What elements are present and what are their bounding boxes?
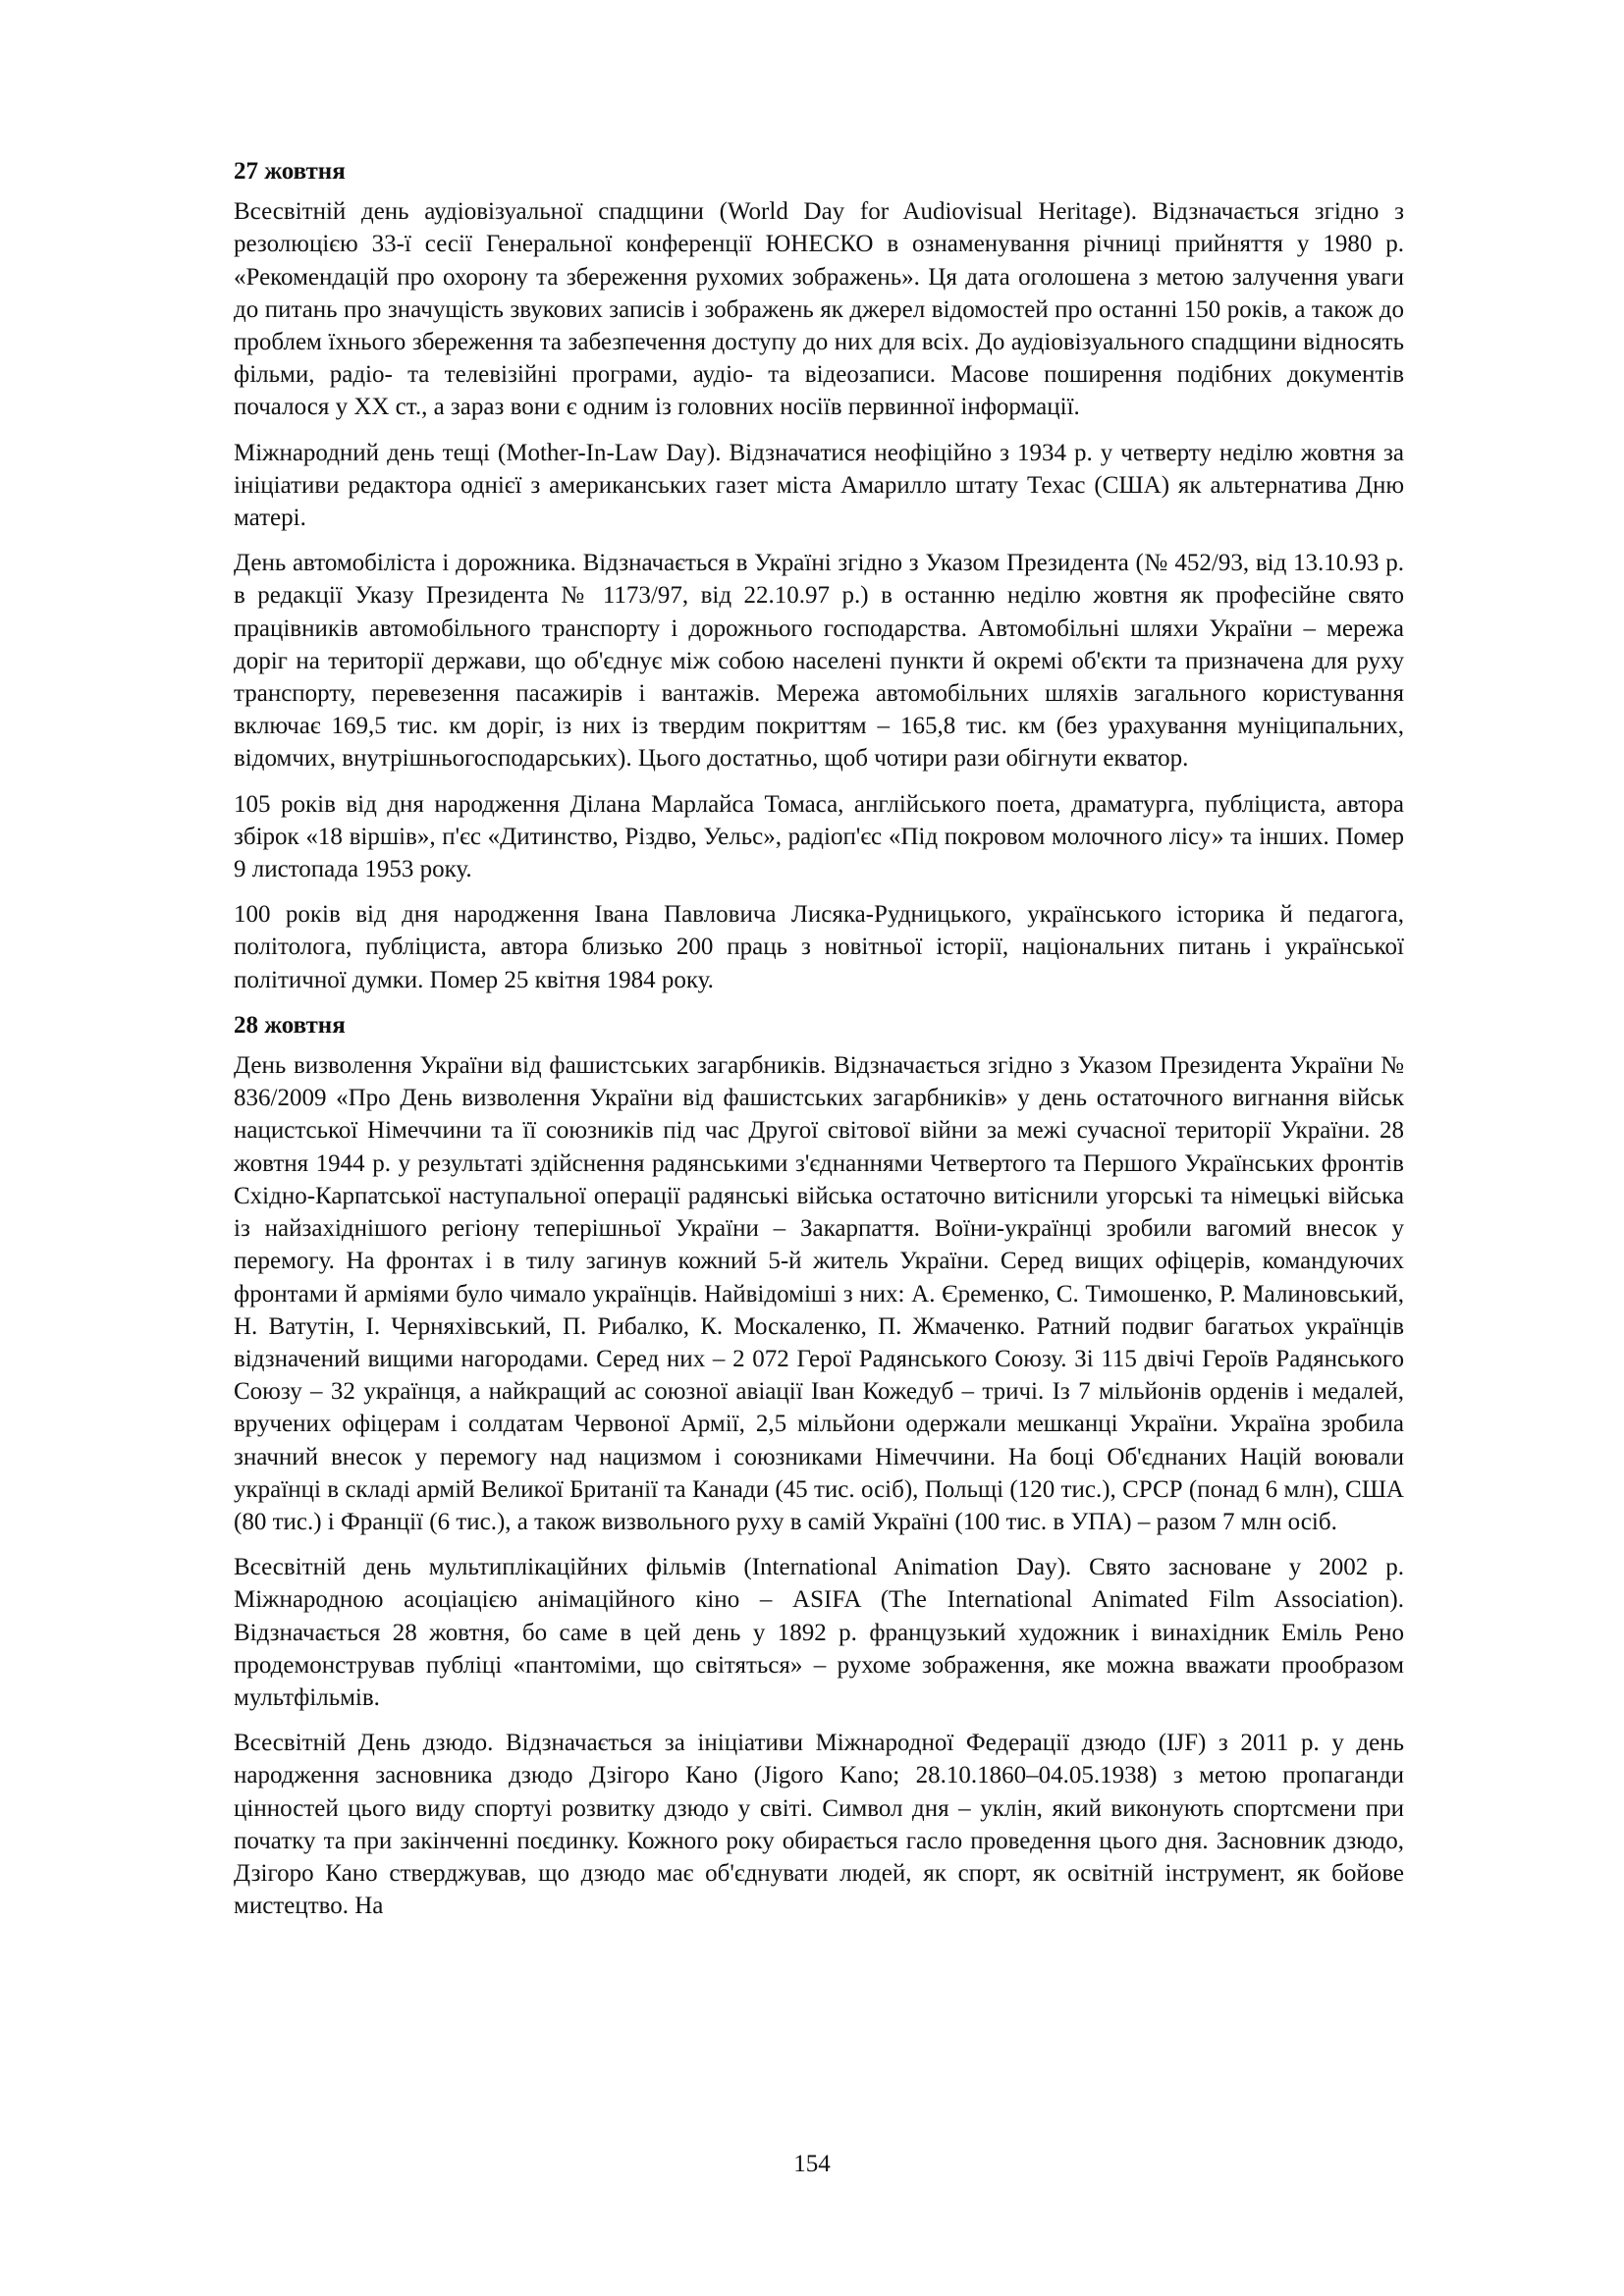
- paragraph: Міжнародний день тещі (Mother-In-Law Day). Відзначатися неофіційно з 1934 р. у четверту неділю жовтня за ініціативи редактора однієї з американських газет міста Амарилло штату Техас (США) як альтернатива Дню матері.: [234, 439, 1404, 532]
- paragraph: День автомобіліста і дорожника. Відзначається в Україні згідно з Указом Президента (№ 452/93, від 13.10.93 р. в редакції Указу Президента № 1173/97, від 22.10.97 р.) в останню неділю жовтня як професійне свято працівників автомобільного транспорту і дорожнього господарства. Автомобільні шляхи України – мережа доріг на території держави, що об'єднує між собою населені пункти й окремі об'єкти та призначена для руху транспорту, перевезення пасажирів і вантажів. Мережа автомобільних шляхів загального користування включає 169,5 тис. км доріг, із них із твердим покриттям – 165,8 тис. км (без урахування муніципальних, відомчих, внутрішньогосподарських). Цього достатньо, щоб чотири рази обігнути екватор.: [234, 550, 1404, 773]
- paragraph: Всесвітній день мультиплікаційних фільмів (International Animation Day). Свято засноване у 2002 р. Міжнародною асоціацією анімаційного кіно – ASIFA (The International Animated Film Association). Відзначається 28 жовтня, бо саме в цей день у 1892 р. французький художник і винахідник Еміль Рено продемонстрував публіці «пантоміми, що світяться» – рухоме зображення, яке можна вважати прообразом мультфільмів.: [234, 1554, 1404, 1711]
- paragraph: 100 років від дня народження Івана Павловича Лисяка-Рудницького, українського історика й педагога, політолога, публіциста, автора близько 200 праць з новітньої історії, національних питань і української політичної думки. Помер 25 квітня 1984 року.: [234, 901, 1404, 993]
- page-number: 154: [793, 2151, 831, 2177]
- section-oct-27: [234, 155, 1404, 996]
- paragraph: Всесвітній день аудіовізуальної спадщини (World Day for Audiovisual Heritage). Відзначається згідно з резолюцією 33-ї сесії Генеральної конференції ЮНЕСКО в ознаменування річниці прийняття у 1980 р. «Рекомендацій про охорону та збереження рухомих зображень». Ця дата оголошена з метою залучення уваги до питань про значущість звукових записів і зображень як джерел відомостей про останні 150 років, а також до проблем їхнього збереження та забезпечення доступу до них для всіх. До аудіовізуального спадщини відносять фільми, радіо- та телевізійні програми, аудіо- та відеозаписи. Масове поширення подібних документів почалося у ХХ ст., а зараз вони є одним із головних носіїв первинної інформації.: [234, 198, 1404, 421]
- paragraph: 105 років від дня народження Ділана Марлайса Томаса, англійського поета, драматурга, публіциста, автора збірок «18 віршів», п'єс «Дитинство, Різдво, Уельс», радіоп'єс «Під покровом молочного лісу» та інших. Помер 9 листопада 1953 року.: [234, 790, 1404, 883]
- section-heading: 27 жовтня: [234, 158, 346, 185]
- paragraph: День визволення України від фашистських загарбників. Відзначається згідно з Указом Президента України № 836/2009 «Про День визволення України від фашистських загарбників» у день остаточного вигнання військ нацистської Німеччини та її союзників під час Другої світової війни за межі сучасної території України. 28 жовтня 1944 р. у результаті здійснення радянськими з'єднаннями Четвертого та Першого Українських фронтів Східно-Карпатської наступальної операції радянські війська остаточно витіснили угорські та німецькі війська із найзахіднішого регіону теперішньої України – Закарпаття. Воїни-українці зробили вагомий внесок у перемогу. На фронтах і в тилу загинув кожний 5-й житель України. Серед вищих офіцерів, командуючих фронтами й арміями було чимало українців. Найвідоміші з них: А. Єременко, С. Тимошенко, Р. Малиновський, Н. Ватутін, І. Черняхівський, П. Рибалко, К. Москаленко, П. Жмаченко. Ратний подвиг багатьох українців відзначений вищими нагородами. Серед них – 2 072 Герої Радянського Союзу. Зі 115 двічі Героїв Радянського Союзу – 32 українця, а найкращий ас союзної авіації Іван Кожедуб – тричі. Із 7 мільйонів орденів і медалей, вручених офіцерам і солдатам Червоної Армії, 2,5 мільйони одержали мешканці України. Україна зробила значний внесок у перемогу над нацизмом і союзниками Німеччини. На боці Об'єднаних Націй воювали українці в складі армій Великої Британії та Канади (45 тис. осіб), Польщі (120 тис.), СРСР (понад 6 млн), США (80 тис.) і Франції (6 тис.), а також визвольного руху в самій Україні (100 тис. в УПА) – разом 7 млн осіб.: [234, 1052, 1404, 1535]
- paragraph: Всесвітній День дзюдо. Відзначається за ініціативи Міжнародної Федерації дзюдо (IJF) з 2011 р. у день народження засновника дзюдо Дзігоро Кано (Jigoro Kano; 28.10.1860–04.05.1938) з метою пропаганди цінностей цього виду спортуі розвитку дзюдо у світі. Символ дня – уклін, який виконують спортсмени при початку та при закінченні поєдинку. Кожного року обирається гасло проведення цього дня. Засновник дзюдо, Дзігоро Кано стверджував, що дзюдо має об'єднувати людей, як спорт, як освітній інструмент, як бойове мистецтво. На: [234, 1730, 1404, 1920]
- section-oct-28: [234, 1009, 1404, 1922]
- section-heading: 28 жовтня: [234, 1011, 346, 1039]
- document-page: [234, 155, 1404, 1935]
